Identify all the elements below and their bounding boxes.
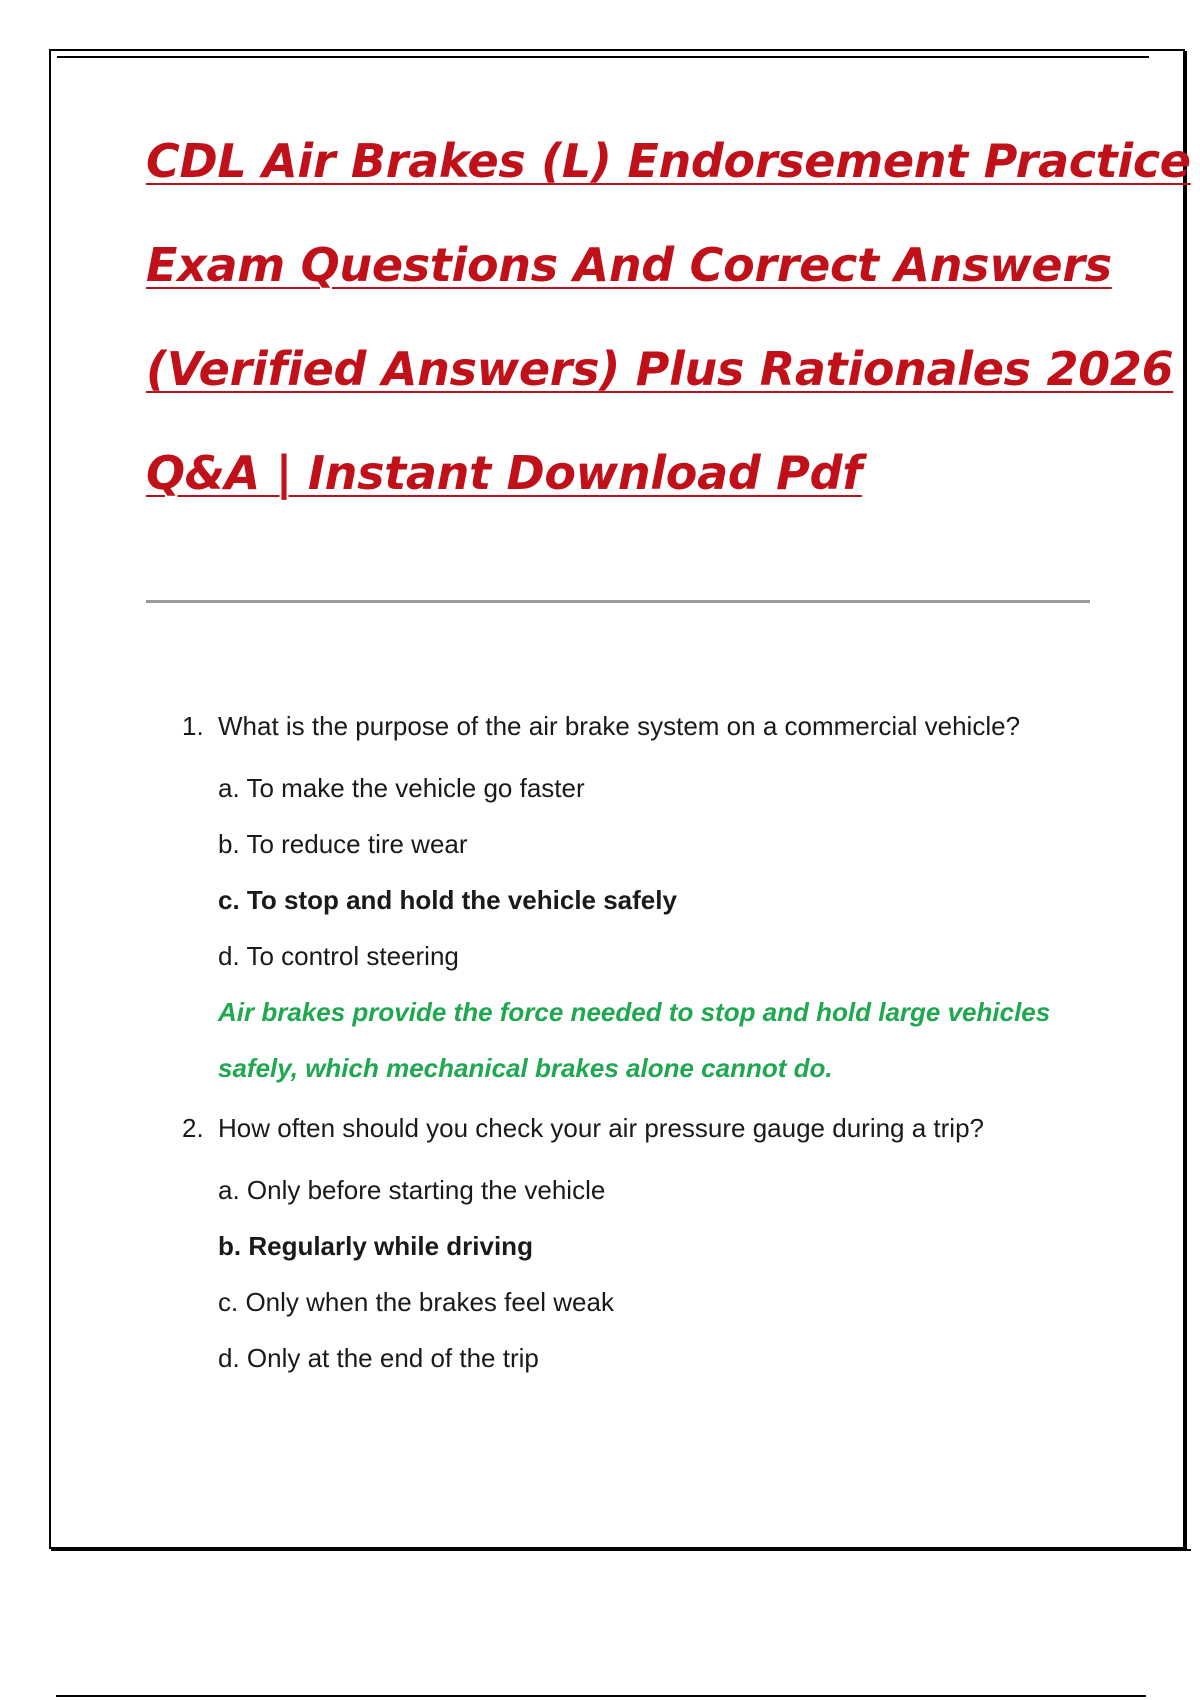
question-1-rationale: Air brakes provide the force needed to stop and hold large vehicles safely, which mechanical brakes alone cannot do. [218, 997, 1051, 1083]
question-2-option-c: c. Only when the brakes feel weak [218, 1286, 614, 1317]
question-1-option-a: a. To make the vehicle go faster [218, 772, 585, 803]
next-page-top-rule [56, 1695, 1146, 1697]
question-1-prompt [182, 704, 1082, 748]
question-number: 1. [182, 710, 204, 741]
question-1-option-d: d. To control steering [218, 940, 459, 971]
frame-top-rule [57, 56, 1149, 58]
question-1 [182, 704, 1082, 1096]
question-2-prompt [182, 1106, 1082, 1150]
question-list [182, 704, 1082, 1386]
frame-right-edge [1185, 51, 1187, 1551]
title-line-1: CDL Air Brakes (L) Endorsement Practice [146, 134, 1191, 188]
title-line-2: Exam Questions And Correct Answers [146, 238, 1112, 292]
question-2-option-a: a. Only before starting the vehicle [218, 1174, 606, 1205]
question-2 [182, 1106, 1082, 1386]
section-divider [146, 600, 1090, 603]
question-text: How often should you check your air pressure gauge during a trip? [218, 1112, 984, 1143]
question-2-option-b-correct: b. Regularly while driving [218, 1230, 533, 1261]
document-title [146, 134, 1191, 554]
question-number: 2. [182, 1112, 204, 1143]
question-1-option-b: b. To reduce tire wear [218, 828, 468, 859]
question-text: What is the purpose of the air brake system on a commercial vehicle? [218, 710, 1021, 741]
frame-bottom-edge [51, 1549, 1191, 1551]
question-1-option-c-correct: c. To stop and hold the vehicle safely [218, 884, 677, 915]
title-line-3: (Verified Answers) Plus Rationales 2026 [146, 342, 1174, 396]
question-2-option-d: d. Only at the end of the trip [218, 1342, 539, 1373]
title-line-4: Q&A | Instant Download Pdf [146, 446, 862, 500]
